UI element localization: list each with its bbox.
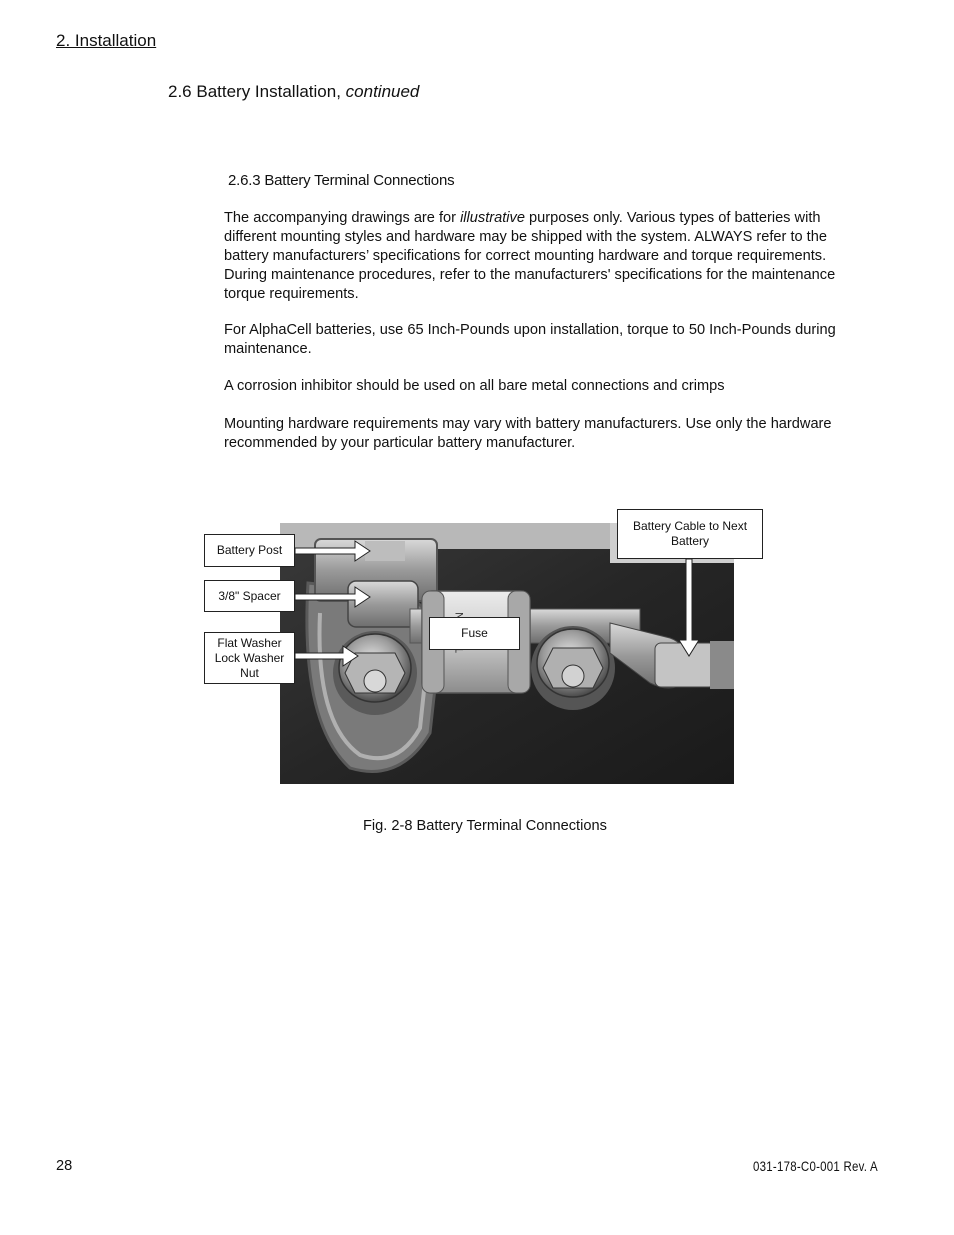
p1-text-end: purposes only. Various types of batteries with different mounting styles and hardware may be shipped with the system. ALWAYS refer to the battery manufacturers’ specifications for correct mounting hardware and torque requirements. During maintenance procedures, refer to the manufacturers' specifications for the maintenance torque requirements. [224, 210, 836, 302]
document-id: 031-178-C0-001 Rev. A [753, 1158, 878, 1174]
callout-nut-label: Nut [240, 665, 259, 680]
p1-emphasis: illustrative [460, 210, 525, 226]
callout-fuse-label: Fuse [461, 626, 488, 640]
callout-flat-washer-label: Flat Washer [217, 635, 282, 650]
callout-spacer-label: 3/8" Spacer [218, 588, 281, 603]
section-title: 2.6 Battery Installation, [168, 82, 346, 101]
paragraph-corrosion-inhibitor: A corrosion inhibitor should be used on all bare metal connections and crimps [224, 378, 725, 394]
callout-battery-post [204, 534, 295, 567]
subsection-heading: 2.6.3 Battery Terminal Connections [228, 172, 455, 189]
callout-battery-post-label: Battery Post [216, 543, 283, 557]
callout-cable-label-line1: Battery Cable to Next [632, 519, 748, 533]
section-heading [168, 82, 419, 102]
paragraph-illustrative [224, 209, 849, 304]
callout-spacer [204, 580, 295, 612]
p1-text-start: The accompanying drawings are for [224, 210, 461, 226]
paragraph-alphacell-torque: For AlphaCell batteries, use 65 Inch-Pounds upon installation, torque to 50 Inch-Pounds during maintenance. [224, 322, 836, 357]
paragraph-mounting-hardware: Mounting hardware requirements may vary with battery manufacturers. Use only the hardware recommended by your particular battery manufacturer. [224, 416, 832, 451]
callout-fuse [429, 617, 520, 650]
callout-cable-label-line2: Battery [670, 534, 709, 548]
figure-caption: Fig. 2-8 Battery Terminal Connections [363, 818, 607, 834]
battery-terminal-photo [280, 523, 734, 784]
chapter-heading: 2. Installation [56, 31, 157, 50]
callout-washer-stack [204, 632, 295, 684]
section-continued: continued [345, 82, 420, 101]
callout-battery-cable [617, 509, 763, 559]
page-number: 28 [56, 1158, 73, 1174]
callout-lock-washer-label: Lock Washer [214, 650, 285, 665]
